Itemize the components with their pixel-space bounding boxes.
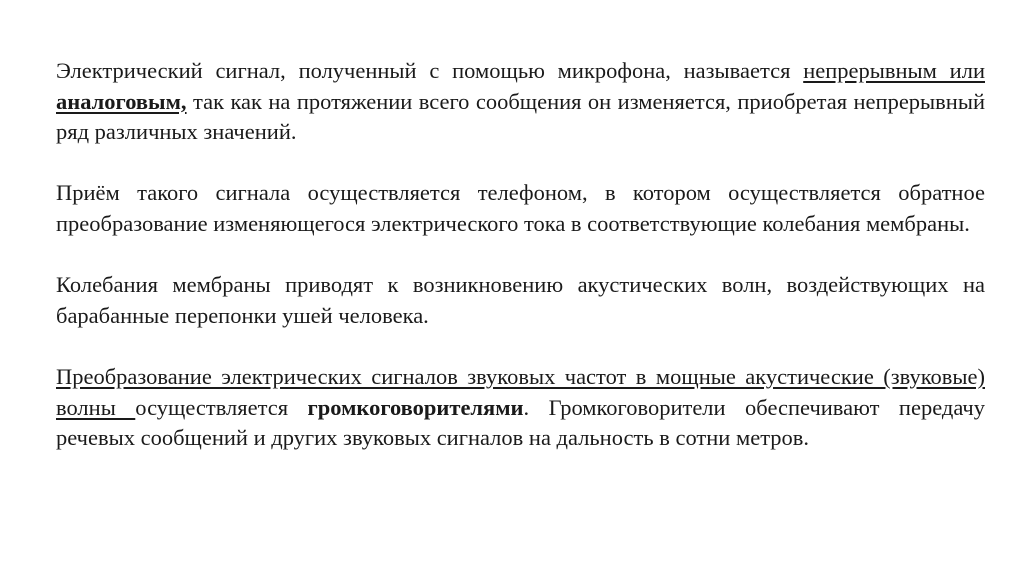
p4-text-1: осуществляется <box>135 394 308 420</box>
p1-text-1: Электрический сигнал, полученный с помощью микрофона, называется <box>56 58 804 83</box>
p4-text-2: . Громкоговорители обеспечивают передачу речевых сообщений и других звуковых сигналов на дальность в сотни метров. <box>56 394 985 450</box>
paragraph-analog-signal <box>56 56 985 148</box>
p1-text-2: так как на протяжении всего сообщения он изменяется, приобретая непрерывный ряд различных значений. <box>56 88 985 144</box>
paragraph-membrane-vibration <box>56 270 985 331</box>
p1-bold-term-analog: аналоговым, <box>56 88 187 114</box>
p2-text: Приём такого сигнала осуществляется телефоном, в котором осуществляется обратное преобразование изменяющегося электрического тока в соответствующие колебания мембраны. <box>56 180 985 236</box>
p4-underlined-sentence: Преобразование электрических сигналов звуковых частот в мощные акустические (звуковые) волны <box>56 364 985 420</box>
p1-underlined-term: непрерывным или <box>803 58 985 83</box>
p4-bold-term-loudspeakers: громкоговорителями <box>307 394 524 420</box>
paragraph-loudspeakers <box>56 362 985 454</box>
paragraph-telephone-reception <box>56 178 985 239</box>
p3-text: Колебания мембраны приводят к возникновению акустических волн, воздействующих на барабанные перепонки ушей человека. <box>56 272 985 328</box>
